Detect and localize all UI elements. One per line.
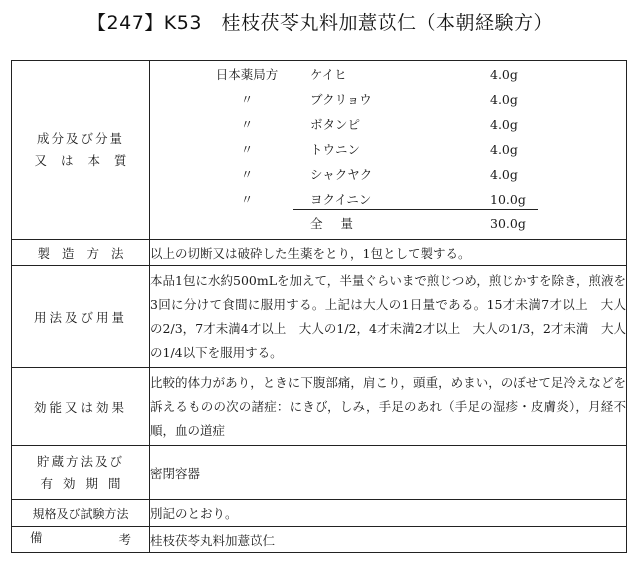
storage-row: [12, 446, 627, 500]
composition-label-line1: 成分及び分量: [36, 131, 124, 146]
effects-label: [12, 368, 150, 446]
ingredient-source: 〃: [240, 92, 254, 107]
ingredient-list: [150, 61, 626, 239]
ingredient-amount: 4.0g: [490, 92, 518, 107]
manufacture-label-text: 製造方法: [37, 245, 136, 261]
composition-label-line2: 又は本質: [34, 153, 141, 168]
effects-row: [12, 368, 627, 446]
ingredient-amount: 10.0g: [490, 192, 526, 207]
composition-value: [150, 61, 627, 240]
manufacture-row: [12, 240, 627, 266]
standards-label-text: 規格及び試験方法: [32, 506, 129, 521]
ingredient-source: 〃: [240, 117, 254, 132]
standards-value: 別記のとおり。: [150, 500, 627, 527]
manufacture-label: [12, 240, 150, 266]
remarks-row: [12, 527, 627, 553]
remarks-label-a: 備: [30, 529, 43, 545]
ingredient-source: 〃: [240, 192, 254, 207]
ingredient-row: [150, 164, 620, 186]
ingredient-row: [150, 139, 620, 161]
total-row: [150, 213, 620, 235]
total-label: 全量: [310, 216, 372, 231]
ingredient-amount: 4.0g: [490, 167, 518, 182]
ingredient-amount: 4.0g: [490, 117, 518, 132]
effects-value: 比較的体力があり，ときに下腹部痛，肩こり，頭重，めまい，のぼせて足冷えなどを訴えるものの次の諸症：にきび，しみ，手足のあれ（手足の湿疹・皮膚炎），月経不順，血の道症: [150, 368, 627, 446]
document-title: 【247】K53 桂枝茯苓丸料加薏苡仁（本朝経験方）: [87, 12, 553, 34]
ingredient-source: 日本薬局方: [215, 67, 279, 82]
ingredient-name: トウニン: [310, 142, 361, 157]
standards-label: [12, 500, 150, 527]
usage-value: 本品1包に水約500mLを加えて，半量ぐらいまで煎じつめ，煎じかすを除き，煎液を3回に分けて食間に服用する。上記は大人の1日量である。15才未満7才以上 大人の2/3，7才未満4才以上 大人の1/2，4才未満2才以上 大人の1/3，2才未満 大人の1/4以下を服用する。: [150, 266, 627, 368]
remarks-label: [12, 527, 150, 553]
ingredient-name: ケイヒ: [310, 67, 347, 82]
manufacture-value: 以上の切断又は破砕した生薬をとり，1包として製する。: [150, 240, 627, 266]
standards-row: [12, 500, 627, 527]
composition-row: [12, 61, 627, 240]
ingredient-name: ヨクイニン: [310, 192, 372, 207]
remarks-value: 桂枝茯苓丸料加薏苡仁: [150, 527, 627, 553]
ingredient-name: ボタンピ: [310, 117, 361, 132]
ingredient-amount: 4.0g: [490, 142, 518, 157]
ingredient-source: 〃: [240, 142, 254, 157]
storage-label-line1: 貯蔵方法及び: [36, 453, 124, 469]
specification-table: [11, 60, 627, 553]
ingredient-name: ブクリョウ: [310, 92, 372, 107]
ingredient-row: [150, 64, 620, 86]
storage-label: [12, 446, 150, 500]
remarks-label-b: 考: [118, 531, 131, 547]
ingredient-row: [150, 89, 620, 111]
storage-value: 密閉容器: [150, 446, 627, 500]
composition-label: [12, 61, 150, 240]
storage-label-line2: 有効期間: [40, 475, 131, 491]
usage-label-text: 用法及び用量: [33, 309, 127, 325]
ingredient-source: 〃: [240, 167, 254, 182]
total-amount: 30.0g: [490, 216, 526, 231]
effects-label-text: 効能又は効果: [33, 399, 127, 415]
ingredient-row: [150, 114, 620, 136]
ingredient-amount: 4.0g: [490, 67, 518, 82]
usage-row: [12, 266, 627, 368]
sum-divider: [293, 209, 538, 210]
usage-label: [12, 266, 150, 368]
ingredient-name: シャクヤク: [310, 167, 373, 182]
ingredient-row: [150, 189, 620, 211]
